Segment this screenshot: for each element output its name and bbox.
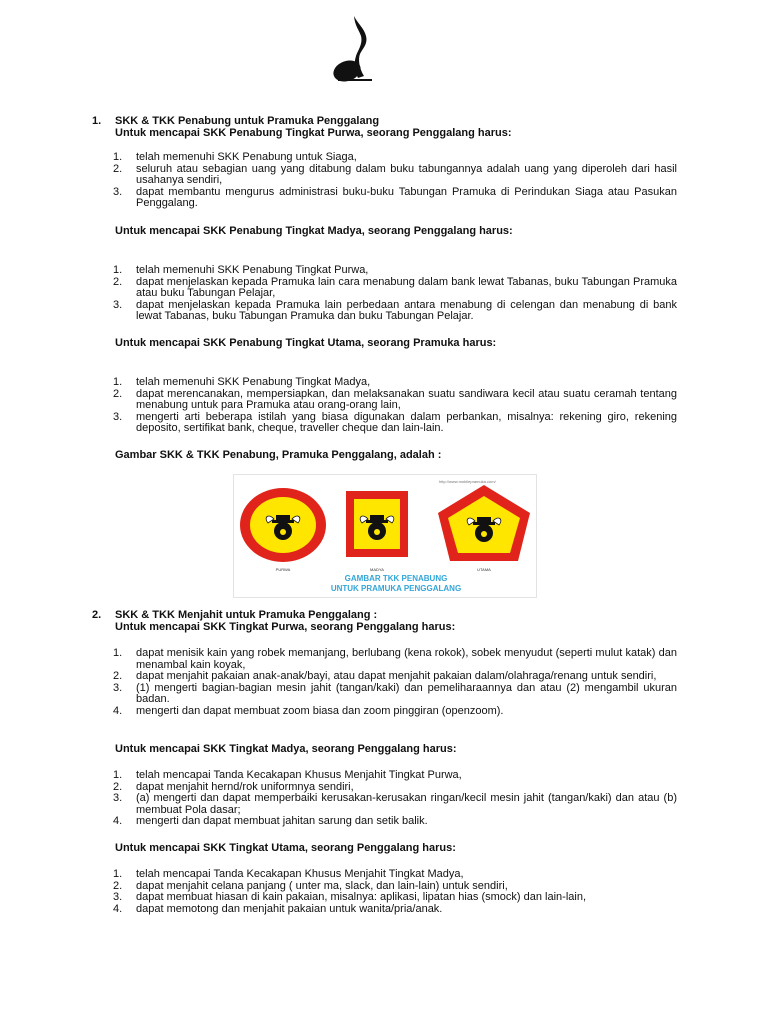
list-item: 3. (1) mengerti bagian-bagian mesin jahit (tangan/kaki) dan pemeliharaannya dan atau (2) mengambil ukuran badan.: [113, 681, 677, 705]
subheading-utama: Untuk mencapai SKK Tingkat Utama, seorang Penggalang harus:: [115, 842, 456, 854]
badge-label-purwa: PURWA: [275, 567, 291, 572]
section-number: 1.: [92, 115, 102, 127]
badge-label-madya: MADYA: [370, 567, 384, 572]
list-item: 2. dapat menjahit celana panjang ( unter ma, slack, dan lain-lain) untuk sendiri,: [113, 879, 508, 892]
list-item: 3. dapat membantu mengurus administrasi buku-buku Tabungan Pramuka di Perindukan Siaga atau Pasukan Penggalang.: [113, 185, 677, 209]
requirement-list-madya: [113, 770, 677, 828]
subheading-madya: Untuk mencapai SKK Tingkat Madya, seorang Penggalang harus:: [115, 743, 457, 755]
requirement-list-madya: [113, 265, 677, 323]
badge-label-utama: UTAMA: [477, 567, 491, 572]
requirement-list-utama: [113, 869, 677, 915]
subheading-gambar: Gambar SKK & TKK Penabung, Pramuka Penggalang, adalah :: [115, 449, 442, 461]
list-item: 2. dapat menjahit hernd/rok uniformnya sendiri,: [113, 780, 354, 793]
list-item: 4. dapat memotong dan menjahit pakaian untuk wanita/pria/anak.: [113, 902, 443, 915]
list-item: 1. telah mencapai Tanda Kecakapan Khusus Menjahit Tingkat Madya,: [113, 868, 464, 880]
subheading-purwa: Untuk mencapai SKK Penabung Tingkat Purwa, seorang Penggalang harus:: [115, 127, 512, 139]
list-item: 3. mengerti arti beberapa istilah yang biasa digunakan dalam perbankan, misalnya: rekening giro, rekening deposito, sertifikat bank, cheque, traveller cheque dan lain-lain.: [113, 410, 677, 434]
list-item: 1. dapat menisik kain yang robek memanjang, berlubang (kena rokok), sobek menyudut (seperti mulut katak) dan menambal kain koyak,: [113, 647, 677, 671]
section-title: SKK & TKK Penabung untuk Pramuka Penggalang: [115, 115, 380, 127]
list-item: 1. telah memenuhi SKK Penabung Tingkat Purwa,: [113, 264, 369, 276]
list-item: 4. mengerti dan dapat membuat jahitan sarung dan setik balik.: [113, 815, 428, 827]
list-item: 3. dapat membuat hiasan di kain pakaian, misalnya: aplikasi, lipatan hias (smock) dan lain-lain,: [113, 891, 587, 903]
figure-caption-line2: UNTUK PRAMUKA PENGGALANG: [330, 584, 462, 593]
list-item: 2. dapat menjelaskan kepada Pramuka lain cara menabung dalam bank lewat Tabanas, buku Tabungan Pramuka atau buku Tabungan Pelajar,: [113, 275, 677, 299]
requirement-list-purwa: [113, 648, 677, 717]
list-item: 3. dapat menjelaskan kepada Pramuka lain perbedaan antara menabung di celengan dan menabung di bank lewat Tabanas, buku Tabungan Pramuka dan buku Tabungan Pelajar.: [113, 298, 677, 322]
subheading-utama: Untuk mencapai SKK Penabung Tingkat Utama, seorang Pramuka harus:: [115, 337, 497, 349]
section-title: SKK & TKK Menjahit untuk Pramuka Penggalang :: [115, 609, 378, 621]
list-item: 2. dapat menjahit pakaian anak-anak/bayi, atau dapat menjahit pakaian dalam/olahraga/renang untuk sendiri,: [113, 670, 657, 682]
list-item: 3. (a) mengerti dan dapat memperbaiki kerusakan-kerusakan ringan/kecil mesin jahit (tangan/kaki) dan atau (b) membuat Pola dasar;: [113, 792, 677, 816]
list-item: 2. dapat merencanakan, mempersiapkan, dan melaksanakan suatu sandiwara kecil atau suatu ceramah tentang menabung untuk para Pramuka atau orang-orang lain,: [113, 387, 677, 411]
list-item: 1. telah mencapai Tanda Kecakapan Khusus Menjahit Tingkat Purwa,: [113, 769, 462, 781]
requirement-list-purwa: [113, 152, 677, 210]
figure-caption-line1: GAMBAR TKK PENABUNG: [344, 574, 448, 583]
badge-utama-icon: [438, 485, 530, 561]
subheading-purwa: Untuk mencapai SKK Tingkat Purwa, seorang Penggalang harus:: [115, 621, 456, 633]
section-number: 2.: [92, 609, 102, 621]
list-item: 1. telah memenuhi SKK Penabung untuk Siaga,: [113, 151, 357, 163]
badge-madya-icon: [346, 491, 408, 557]
pramuka-logo-icon: [330, 14, 376, 84]
badge-purwa-icon: [240, 488, 326, 562]
list-item: 2. seluruh atau sebagian uang yang ditabung dalam buku tabungannya adalah uang yang diperoleh dari hasil usahanya sendiri,: [113, 162, 677, 186]
tkk-penabung-figure: [233, 474, 537, 598]
requirement-list-utama: [113, 377, 677, 435]
list-item: 4. mengerti dan dapat membuat zoom biasa dan zoom pinggiran (openzoom).: [113, 704, 504, 717]
figure-url: http://www.mobilepramuka.com/: [439, 479, 496, 484]
list-item: 1. telah memenuhi SKK Penabung Tingkat Madya,: [113, 376, 371, 388]
subheading-madya: Untuk mencapai SKK Penabung Tingkat Madya, seorang Penggalang harus:: [115, 225, 513, 237]
